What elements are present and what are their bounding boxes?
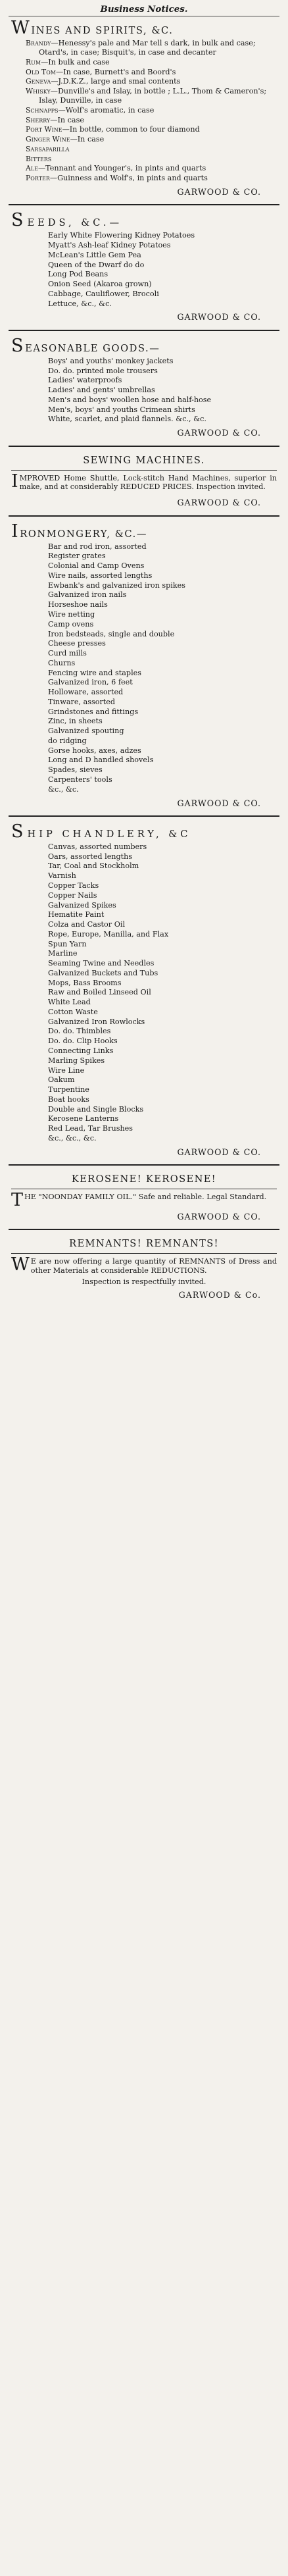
item-text: —Dunville's and Islay, in bottle ; L.L., Thom & Cameron's; Islay, Dunville, in case bbox=[39, 87, 267, 105]
list-item: Fencing wire and staples bbox=[48, 668, 142, 677]
list-item: Oars, assorted lengths bbox=[48, 852, 133, 861]
item-label: Bitters bbox=[26, 154, 52, 163]
divider bbox=[9, 446, 279, 447]
drop-initial: W bbox=[11, 1254, 30, 1275]
item-label: Geneva bbox=[26, 77, 51, 86]
item-label: Port Wine bbox=[26, 125, 62, 134]
list-item bbox=[11, 106, 277, 115]
list-item: Rope, Europe, Manilla, and Flax bbox=[48, 929, 169, 939]
ad-wines-spirits bbox=[9, 16, 279, 201]
list-item: Long and D handled shovels bbox=[48, 756, 154, 765]
list-item: Double and Single Blocks bbox=[48, 1104, 144, 1114]
list-item: Red Lead, Tar Brushes bbox=[48, 1124, 133, 1133]
list-item: Lettuce, &c., &c. bbox=[48, 299, 112, 308]
list-item: Myatt's Ash-leaf Kidney Potatoes bbox=[48, 241, 171, 250]
item-list bbox=[11, 39, 277, 182]
list-item: Carpenters' tools bbox=[48, 775, 112, 784]
list-item: Kerosene Lanterns bbox=[48, 1114, 119, 1123]
item-list bbox=[11, 842, 277, 1143]
drop-initial: W bbox=[11, 18, 31, 39]
ad-ironmongery bbox=[9, 520, 279, 812]
ad-body: W E are now offering a large quantity of REMNANTS of Dress and other Materials at considerable REDUCTIONS. bbox=[11, 1254, 277, 1275]
list-item: Ladies' and gents' umbrellas bbox=[48, 386, 155, 395]
list-item: Onion Seed (Akaroa grown) bbox=[48, 280, 152, 289]
list-item: Zinc, in sheets bbox=[48, 717, 103, 726]
list-item: Wire netting bbox=[48, 609, 95, 619]
item-label: Sarsaparilla bbox=[26, 144, 70, 153]
item-list bbox=[11, 542, 277, 794]
list-item: Tinware, assorted bbox=[48, 697, 116, 706]
list-item: Camp ovens bbox=[48, 619, 94, 629]
drop-initial: S bbox=[11, 210, 27, 231]
ad-seasonable-goods bbox=[9, 334, 279, 442]
item-label: Ginger Wine bbox=[26, 135, 70, 144]
ad-ship-chandlery bbox=[9, 820, 279, 1161]
item-text: —Guinness and Wolf's, in pints and quarts bbox=[49, 174, 208, 183]
list-item: Grindstones and fittings bbox=[48, 707, 139, 716]
newspaper-column bbox=[9, 0, 279, 1304]
list-item: Canvas, assorted numbers bbox=[48, 842, 147, 851]
item-text: —Wolf's aromatic, in case bbox=[58, 105, 155, 115]
divider bbox=[9, 815, 279, 817]
list-item: Wire Line bbox=[48, 1066, 85, 1075]
list-item: Connecting Links bbox=[48, 1046, 114, 1056]
ad-body: THE "NOONDAY FAMILY OIL." Safe and reliable. Legal Standard. bbox=[11, 1190, 267, 1211]
ad-title: SEWING MACHINES. bbox=[83, 454, 205, 466]
list-item: Copper Nails bbox=[48, 890, 97, 900]
list-item: Long Pod Beans bbox=[48, 270, 108, 279]
divider bbox=[11, 1253, 277, 1254]
advertiser-signature: GARWOOD & CO. bbox=[177, 1211, 261, 1222]
item-label: Brandy bbox=[26, 39, 51, 48]
ad-seeds bbox=[9, 209, 279, 326]
list-item: &c., &c. bbox=[48, 785, 79, 794]
list-item: Do. do. Clip Hooks bbox=[48, 1037, 118, 1046]
list-item: Men's and boys' woollen hose and half-hose bbox=[48, 395, 212, 404]
list-item: Horseshoe nails bbox=[48, 600, 108, 609]
list-item: Boys' and youths' monkey jackets bbox=[48, 356, 174, 365]
ad-title: KEROSENE! KEROSENE! bbox=[71, 1173, 217, 1185]
list-item: Raw and Boiled Linseed Oil bbox=[48, 988, 151, 997]
list-item: Early White Flowering Kidney Potatoes bbox=[48, 231, 195, 240]
drop-initial: S bbox=[11, 821, 27, 842]
list-item bbox=[11, 155, 277, 164]
list-item: Do. do. Thimbles bbox=[48, 1027, 111, 1036]
item-text: —In bottle, common to four diamond bbox=[62, 125, 200, 134]
list-item bbox=[11, 145, 277, 154]
item-label: Ale bbox=[26, 164, 38, 173]
ad-kerosene bbox=[9, 1169, 279, 1225]
item-label: Whisky bbox=[26, 87, 51, 96]
list-item: Do. do. printed mole trousers bbox=[48, 366, 158, 375]
drop-initial: S bbox=[11, 335, 25, 356]
advertiser-signature: GARWOOD & CO. bbox=[177, 428, 261, 438]
list-item: Galvanized Iron Rowlocks bbox=[48, 1017, 145, 1026]
ad-title: REMNANTS! REMNANTS! bbox=[69, 1238, 219, 1250]
item-text: —Henessy's pale and Mar tell s dark, in bulk and case; Otard's, in case; Bisquit's, in case and decanter bbox=[39, 39, 256, 57]
item-text: —J.D.K.Z., large and smal contents bbox=[51, 77, 181, 86]
drop-initial: I bbox=[11, 521, 20, 542]
list-item bbox=[11, 125, 277, 134]
list-item: Ladies' waterproofs bbox=[48, 376, 122, 385]
list-item: Seaming Twine and Needles bbox=[48, 959, 155, 968]
inspection-note: Inspection is respectfully invited. bbox=[82, 1277, 206, 1286]
list-item bbox=[11, 68, 277, 77]
list-item: Galvanized Buckets and Tubs bbox=[48, 968, 158, 977]
ad-title: WINES AND SPIRITS, &C. bbox=[11, 18, 174, 39]
item-label: Sherry bbox=[26, 115, 51, 124]
divider bbox=[9, 1164, 279, 1166]
item-list bbox=[11, 357, 277, 424]
list-item: Turpentine bbox=[48, 1085, 89, 1095]
list-item bbox=[11, 174, 277, 183]
section-heading: Business Notices. bbox=[9, 1, 279, 16]
list-item: Cotton Waste bbox=[48, 1007, 98, 1016]
item-label: Rum bbox=[26, 57, 41, 66]
list-item: Churns bbox=[48, 658, 76, 667]
ad-title: SHIP CHANDLERY, &C bbox=[11, 821, 191, 842]
list-item: Varnish bbox=[48, 871, 76, 881]
divider bbox=[9, 330, 279, 331]
ad-body: IMPROVED Home Shuttle, Lock-stitch Hand Machines, superior in make, and at considerably REDUCED PRICES. Inspection invited. bbox=[11, 471, 277, 492]
ad-title: SEEDS, &C.— bbox=[11, 210, 123, 231]
divider bbox=[9, 515, 279, 517]
divider bbox=[9, 1229, 279, 1230]
ad-remnants bbox=[9, 1233, 279, 1304]
list-item: Spun Yarn bbox=[48, 939, 87, 948]
list-item: Copper Tacks bbox=[48, 881, 99, 890]
list-item bbox=[11, 116, 277, 125]
list-item: Colza and Castor Oil bbox=[48, 920, 126, 929]
list-item: Cabbage, Cauliflower, Brocoli bbox=[48, 289, 159, 298]
item-label: Schnapps bbox=[26, 105, 59, 115]
advertiser-signature: GARWOOD & Co. bbox=[178, 1290, 261, 1301]
list-item: Marling Spikes bbox=[48, 1056, 105, 1065]
list-item bbox=[11, 39, 277, 57]
list-item: Spades, sieves bbox=[48, 765, 103, 775]
list-item: Galvanized spouting bbox=[48, 727, 124, 736]
list-item: Curd mills bbox=[48, 649, 87, 658]
advertiser-signature: GARWOOD & CO. bbox=[177, 798, 261, 808]
list-item bbox=[11, 164, 277, 173]
ad-title: IRONMONGERY, &C.— bbox=[11, 521, 148, 542]
item-text: —In case bbox=[50, 115, 84, 124]
list-item: Men's, boys' and youths Crimean shirts bbox=[48, 405, 195, 414]
list-item: do ridging bbox=[48, 736, 87, 745]
list-item: Galvanized iron nails bbox=[48, 590, 127, 600]
list-item: Marline bbox=[48, 949, 78, 958]
advertiser-signature: GARWOOD & CO. bbox=[177, 1146, 261, 1157]
list-item bbox=[11, 87, 277, 105]
list-item: White Lead bbox=[48, 998, 91, 1007]
list-item: &c., &c., &c. bbox=[48, 1133, 97, 1143]
list-item: Tar, Coal and Stockholm bbox=[48, 862, 139, 871]
list-item bbox=[11, 58, 277, 67]
list-item: Iron bedsteads, single and double bbox=[48, 629, 175, 638]
drop-initial: I bbox=[11, 471, 18, 492]
list-item: Galvanized Spikes bbox=[48, 900, 116, 910]
item-text: —Tennant and Younger's, in pints and quarts bbox=[37, 164, 206, 173]
item-label: Old Tom bbox=[26, 67, 56, 76]
item-text: —In case bbox=[70, 135, 105, 144]
list-item bbox=[11, 77, 277, 86]
advertiser-signature: GARWOOD & CO. bbox=[177, 498, 261, 508]
ad-sewing-machines bbox=[9, 450, 279, 512]
list-item: Colonial and Camp Ovens bbox=[48, 561, 145, 571]
item-text: —In case, Burnett's and Boord's bbox=[55, 67, 176, 76]
advertiser-signature: GARWOOD & CO. bbox=[177, 312, 261, 322]
list-item bbox=[11, 135, 277, 144]
list-item: Wire nails, assorted lengths bbox=[48, 571, 153, 580]
list-item: Mops, Bass Brooms bbox=[48, 978, 122, 987]
list-item: Oakum bbox=[48, 1075, 75, 1085]
item-label: Porter bbox=[26, 174, 50, 183]
drop-initial: T bbox=[11, 1190, 24, 1211]
ad-title: SEASONABLE GOODS.— bbox=[11, 335, 160, 356]
divider bbox=[9, 204, 279, 205]
list-item: Queen of the Dwarf do do bbox=[48, 260, 145, 269]
item-text: —In bulk and case bbox=[41, 57, 110, 66]
list-item: Bar and rod iron, assorted bbox=[48, 542, 147, 551]
list-item: Galvanized iron, 6 feet bbox=[48, 678, 133, 687]
list-item: McLean's Little Gem Pea bbox=[48, 250, 141, 259]
list-item: White, scarlet, and plaid flannels. &c., &c. bbox=[48, 415, 206, 424]
advertiser-signature: GARWOOD & CO. bbox=[177, 186, 261, 197]
divider bbox=[11, 470, 277, 471]
item-list bbox=[11, 231, 277, 308]
list-item: Gorse hooks, axes, adzes bbox=[48, 746, 141, 755]
list-item: Boat hooks bbox=[48, 1095, 89, 1104]
list-item: Ewbank's and galvanized iron spikes bbox=[48, 580, 185, 590]
list-item: Cheese presses bbox=[48, 639, 106, 648]
list-item: Hematite Paint bbox=[48, 910, 105, 919]
list-item: Register grates bbox=[48, 552, 106, 561]
list-item: Holloware, assorted bbox=[48, 688, 124, 697]
